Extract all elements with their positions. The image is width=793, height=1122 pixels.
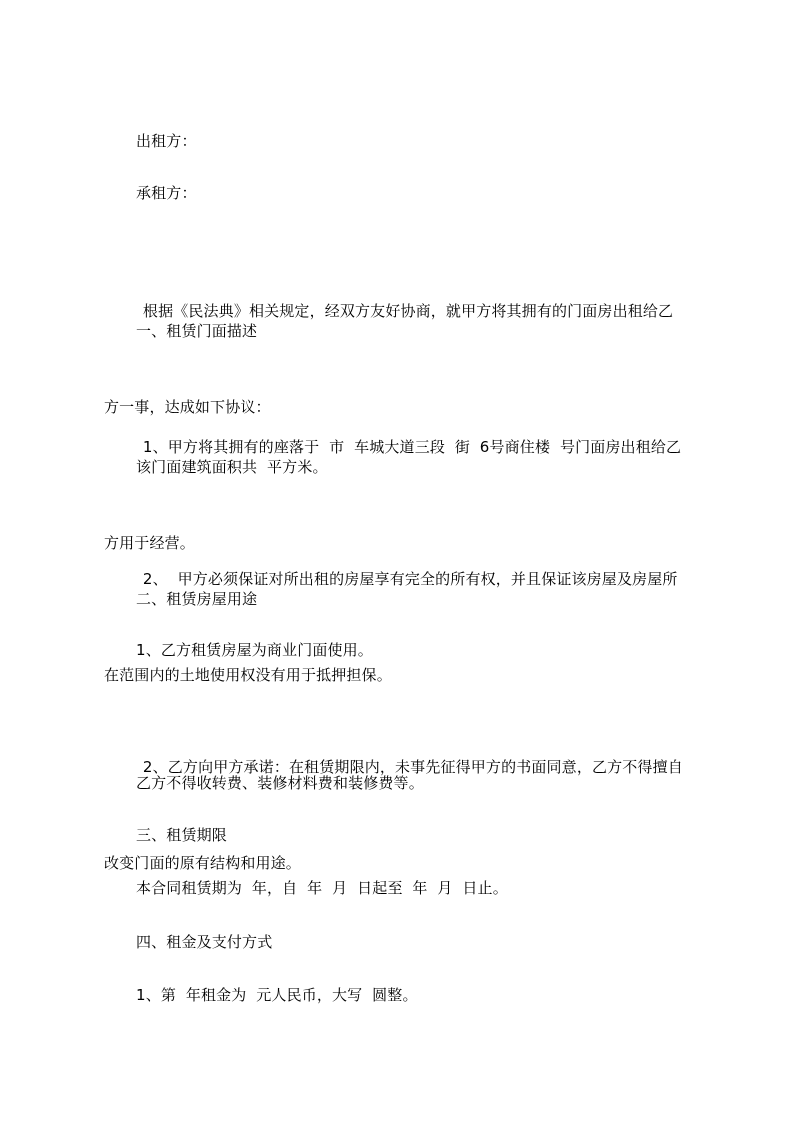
section-1-area: 该门面建筑面积共 平方米。 [136,458,328,476]
section-2-item-2-line-1: 2、乙方向甲方承诺：在租赁期限内，未事先征得甲方的书面同意，乙方不得擅自 [138,758,683,776]
preamble-line-2: 方一事，达成如下协议： [104,398,271,416]
section-3-term: 本合同租赁期为 年，自 年 月 日起至 年 月 日止。 [136,879,508,897]
section-1-item-1-line-2: 方用于经营。 [104,534,195,552]
section-1-heading: 一、租赁门面描述 [136,322,258,340]
section-2-item-1: 1、乙方租赁房屋为商业门面使用。 [136,641,373,659]
section-1-item-2-line-2: 在范围内的土地使用权没有用于抵押担保。 [104,666,392,684]
preamble-line-1: 根据《民法典》相关规定，经双方友好协商，就甲方将其拥有的门面房出租给乙 [138,302,674,320]
lessor-label: 出租方： [136,132,197,150]
section-2-fees: 乙方不得收转费、装修材料费和装修费等。 [136,774,424,792]
section-1-item-2-line-1: 2、 甲方必须保证对所出租的房屋享有完全的所有权，并且保证该房屋及房屋所 [138,570,678,588]
section-4-item-1: 1、第 年租金为 元人民币，大写 圆整。 [136,986,418,1004]
section-1-item-1-line-1: 1、甲方将其拥有的座落于 市 车城大道三段 街 6号商住楼 号门面房出租给乙 [138,438,682,456]
lessee-label: 承租方： [136,184,197,202]
section-2-item-2 [104,687,710,943]
section-2-heading: 二、租赁房屋用途 [136,590,258,608]
section-3-heading: 三、租赁期限 [136,826,227,844]
section-2-item-2-line-2: 改变门面的原有结构和用途。 [104,854,301,872]
section-4-heading: 四、租金及支付方式 [136,933,273,951]
